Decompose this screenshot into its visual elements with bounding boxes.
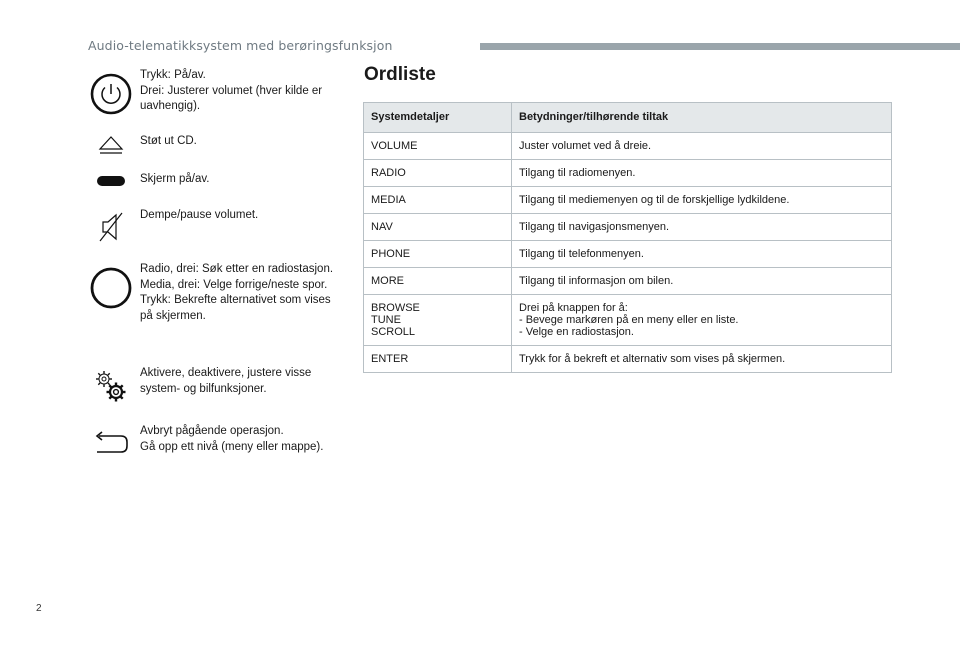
control-description: Dempe/pause volumet.	[140, 209, 259, 221]
control-description: Skjerm på/av.	[140, 173, 210, 185]
control-item-mute	[80, 206, 350, 246]
table-row	[364, 133, 892, 160]
settings-gears-icon	[86, 368, 136, 404]
control-item-screen	[80, 170, 350, 192]
page-number: 2	[36, 603, 42, 614]
header-rule	[480, 43, 960, 50]
glossary-table	[363, 102, 892, 373]
term-cell: PHONE	[364, 241, 512, 268]
control-description: Trykk: På/av. Drei: Justerer volumet (hver kilde er uavhengig).	[140, 69, 323, 112]
table-row	[364, 346, 892, 373]
meaning-cell: Drei på knappen for å: - Bevege markøren på en meny eller en liste. - Velge en radiostasjon.	[512, 295, 892, 346]
table-header-row	[364, 103, 892, 133]
table-row	[364, 160, 892, 187]
eject-icon	[86, 134, 136, 156]
column-header-system-detail: Systemdetaljer	[364, 103, 512, 133]
meaning-cell: Trykk for å bekreft et alternativ som vises på skjermen.	[512, 346, 892, 373]
section-title: Ordliste	[364, 64, 436, 85]
control-description: Støt ut CD.	[140, 135, 197, 147]
table-row	[364, 295, 892, 346]
control-item-power	[80, 66, 350, 122]
term-cell: NAV	[364, 214, 512, 241]
control-item-knob	[80, 262, 350, 358]
table-row	[364, 241, 892, 268]
meaning-cell: Juster volumet ved å dreie.	[512, 133, 892, 160]
term-cell: MEDIA	[364, 187, 512, 214]
table-row	[364, 214, 892, 241]
control-item-eject	[80, 130, 350, 160]
term-cell: ENTER	[364, 346, 512, 373]
header-title: Audio-telematikksystem med berøringsfunksjon	[88, 38, 393, 53]
control-description: Avbryt pågående operasjon. Gå opp ett nivå (meny eller mappe).	[140, 425, 324, 453]
meaning-cell: Tilgang til radiomenyen.	[512, 160, 892, 187]
rotary-knob-icon	[86, 266, 136, 310]
meaning-cell: Tilgang til telefonmenyen.	[512, 241, 892, 268]
term-cell: VOLUME	[364, 133, 512, 160]
screen-toggle-icon	[86, 175, 136, 187]
power-icon	[86, 72, 136, 116]
column-header-meaning: Betydninger/tilhørende tiltak	[512, 103, 892, 133]
term-cell: RADIO	[364, 160, 512, 187]
meaning-cell: Tilgang til mediemenyen og til de forskjellige lydkildene.	[512, 187, 892, 214]
mute-icon	[86, 210, 136, 244]
control-description: Aktivere, deaktivere, justere visse system- og bilfunksjoner.	[140, 367, 312, 395]
meaning-cell: Tilgang til informasjon om bilen.	[512, 268, 892, 295]
control-description: Radio, drei: Søk etter en radiostasjon. Media, drei: Velge forrige/neste spor. Trykk: Bekrefte alternativet som vises på skjermen.	[140, 263, 334, 322]
term-cell: BROWSE TUNE SCROLL	[364, 295, 512, 346]
back-arrow-icon	[86, 430, 136, 456]
control-item-settings	[80, 366, 350, 406]
control-item-back	[80, 424, 350, 460]
table-row	[364, 187, 892, 214]
term-cell: MORE	[364, 268, 512, 295]
meaning-cell: Tilgang til navigasjonsmenyen.	[512, 214, 892, 241]
table-row	[364, 268, 892, 295]
